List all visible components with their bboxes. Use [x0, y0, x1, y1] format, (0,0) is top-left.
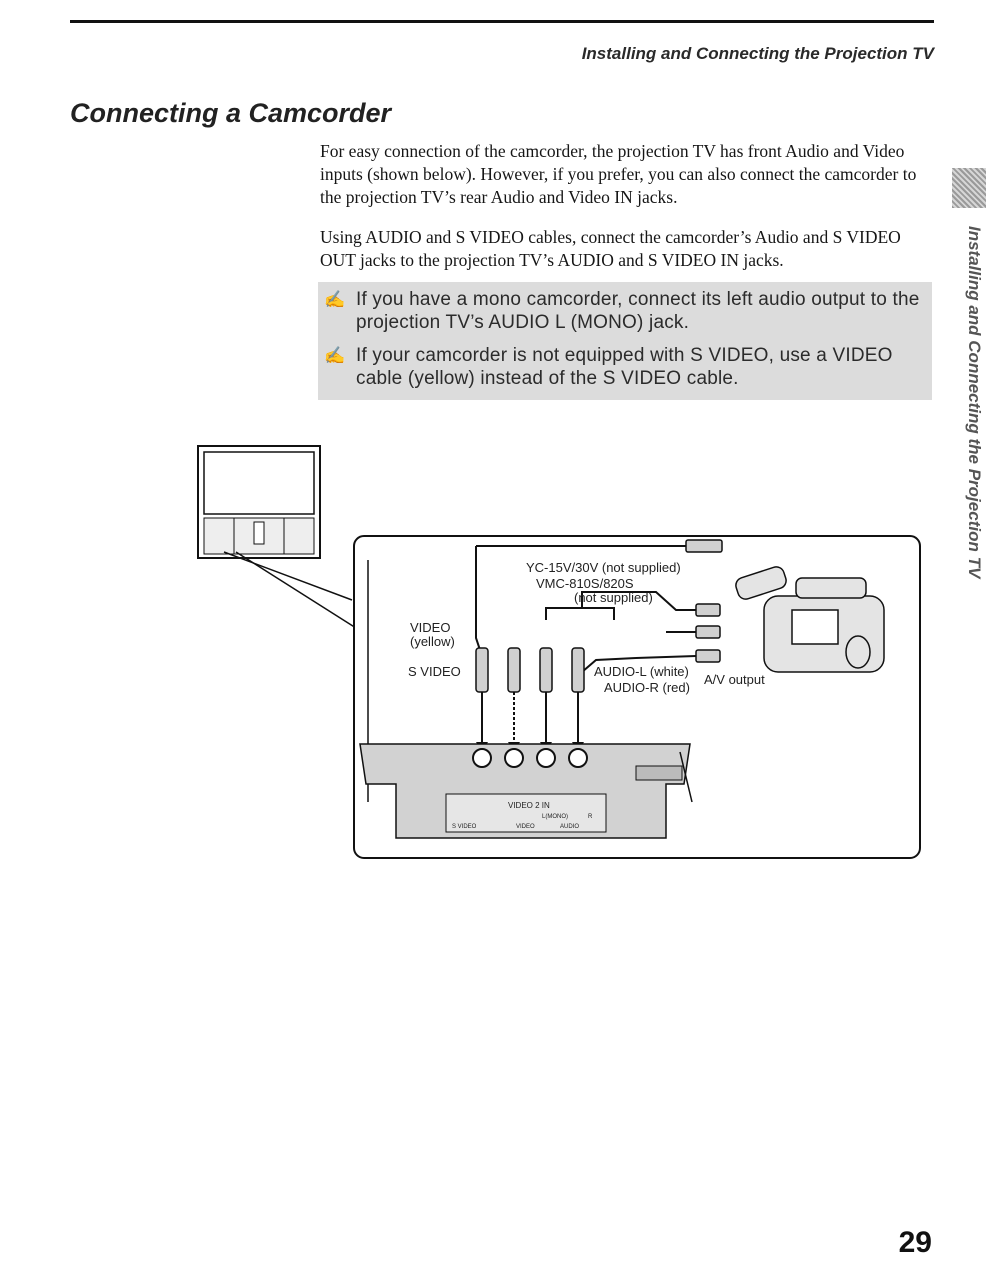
top-rule [70, 20, 934, 23]
cable-av-label-note: (not supplied) [574, 590, 653, 605]
audio-r-label: AUDIO-R (red) [604, 680, 690, 695]
note-no-svideo [318, 344, 932, 390]
cable-av-label: VMC-810S/820S [536, 576, 634, 591]
cable-svideo-label: YC-15V/30V (not supplied) [526, 560, 681, 575]
video-color-label: (yellow) [410, 634, 455, 649]
av-output-label: A/V output [704, 672, 765, 687]
panel-audio-label: AUDIO [560, 824, 580, 830]
note-text: If you have a mono camcorder, connect its left audio output to the projection TV’s AUDIO L (MONO) jack. [356, 289, 920, 333]
panel-title-label: VIDEO 2 IN [508, 801, 550, 810]
note-pencil-icon: ✍ [324, 346, 346, 365]
side-tab-label: Installing and Connecting the Projection TV [965, 226, 984, 579]
panel-r-label: R [588, 814, 593, 820]
running-head: Installing and Connecting the Projection TV [581, 44, 934, 63]
svideo-label: S VIDEO [408, 664, 461, 679]
panel-video-label: VIDEO [516, 824, 535, 830]
projection-tv-illustration [198, 446, 356, 628]
panel-l-mono-label: L(MONO) [542, 814, 568, 820]
side-tab-marker [952, 168, 986, 208]
panel-svideo-label: S VIDEO [452, 824, 477, 830]
audio-l-label: AUDIO-L (white) [594, 664, 689, 679]
page-number: 29 [898, 1226, 932, 1259]
notes-box [318, 282, 932, 400]
note-pencil-icon: ✍ [324, 290, 346, 309]
note-mono-camcorder [318, 288, 932, 334]
note-text: If your camcorder is not equipped with S VIDEO, use a VIDEO cable (yellow) instead of the S VIDEO cable. [356, 345, 893, 389]
intro-paragraph: For easy connection of the camcorder, the projection TV has front Audio and Video inputs (shown below). However, if you prefer, you can also connect the camcorder to the projection TV’s rear Audio and Video IN jacks. [320, 141, 917, 207]
camcorder-connection-diagram [196, 442, 932, 862]
instruction-paragraph: Using AUDIO and S VIDEO cables, connect the camcorder’s Audio and S VIDEO OUT jacks to the projection TV’s AUDIO and S VIDEO IN jacks. [320, 227, 901, 270]
section-title: Connecting a Camcorder [70, 98, 392, 128]
video-label: VIDEO [410, 620, 451, 635]
